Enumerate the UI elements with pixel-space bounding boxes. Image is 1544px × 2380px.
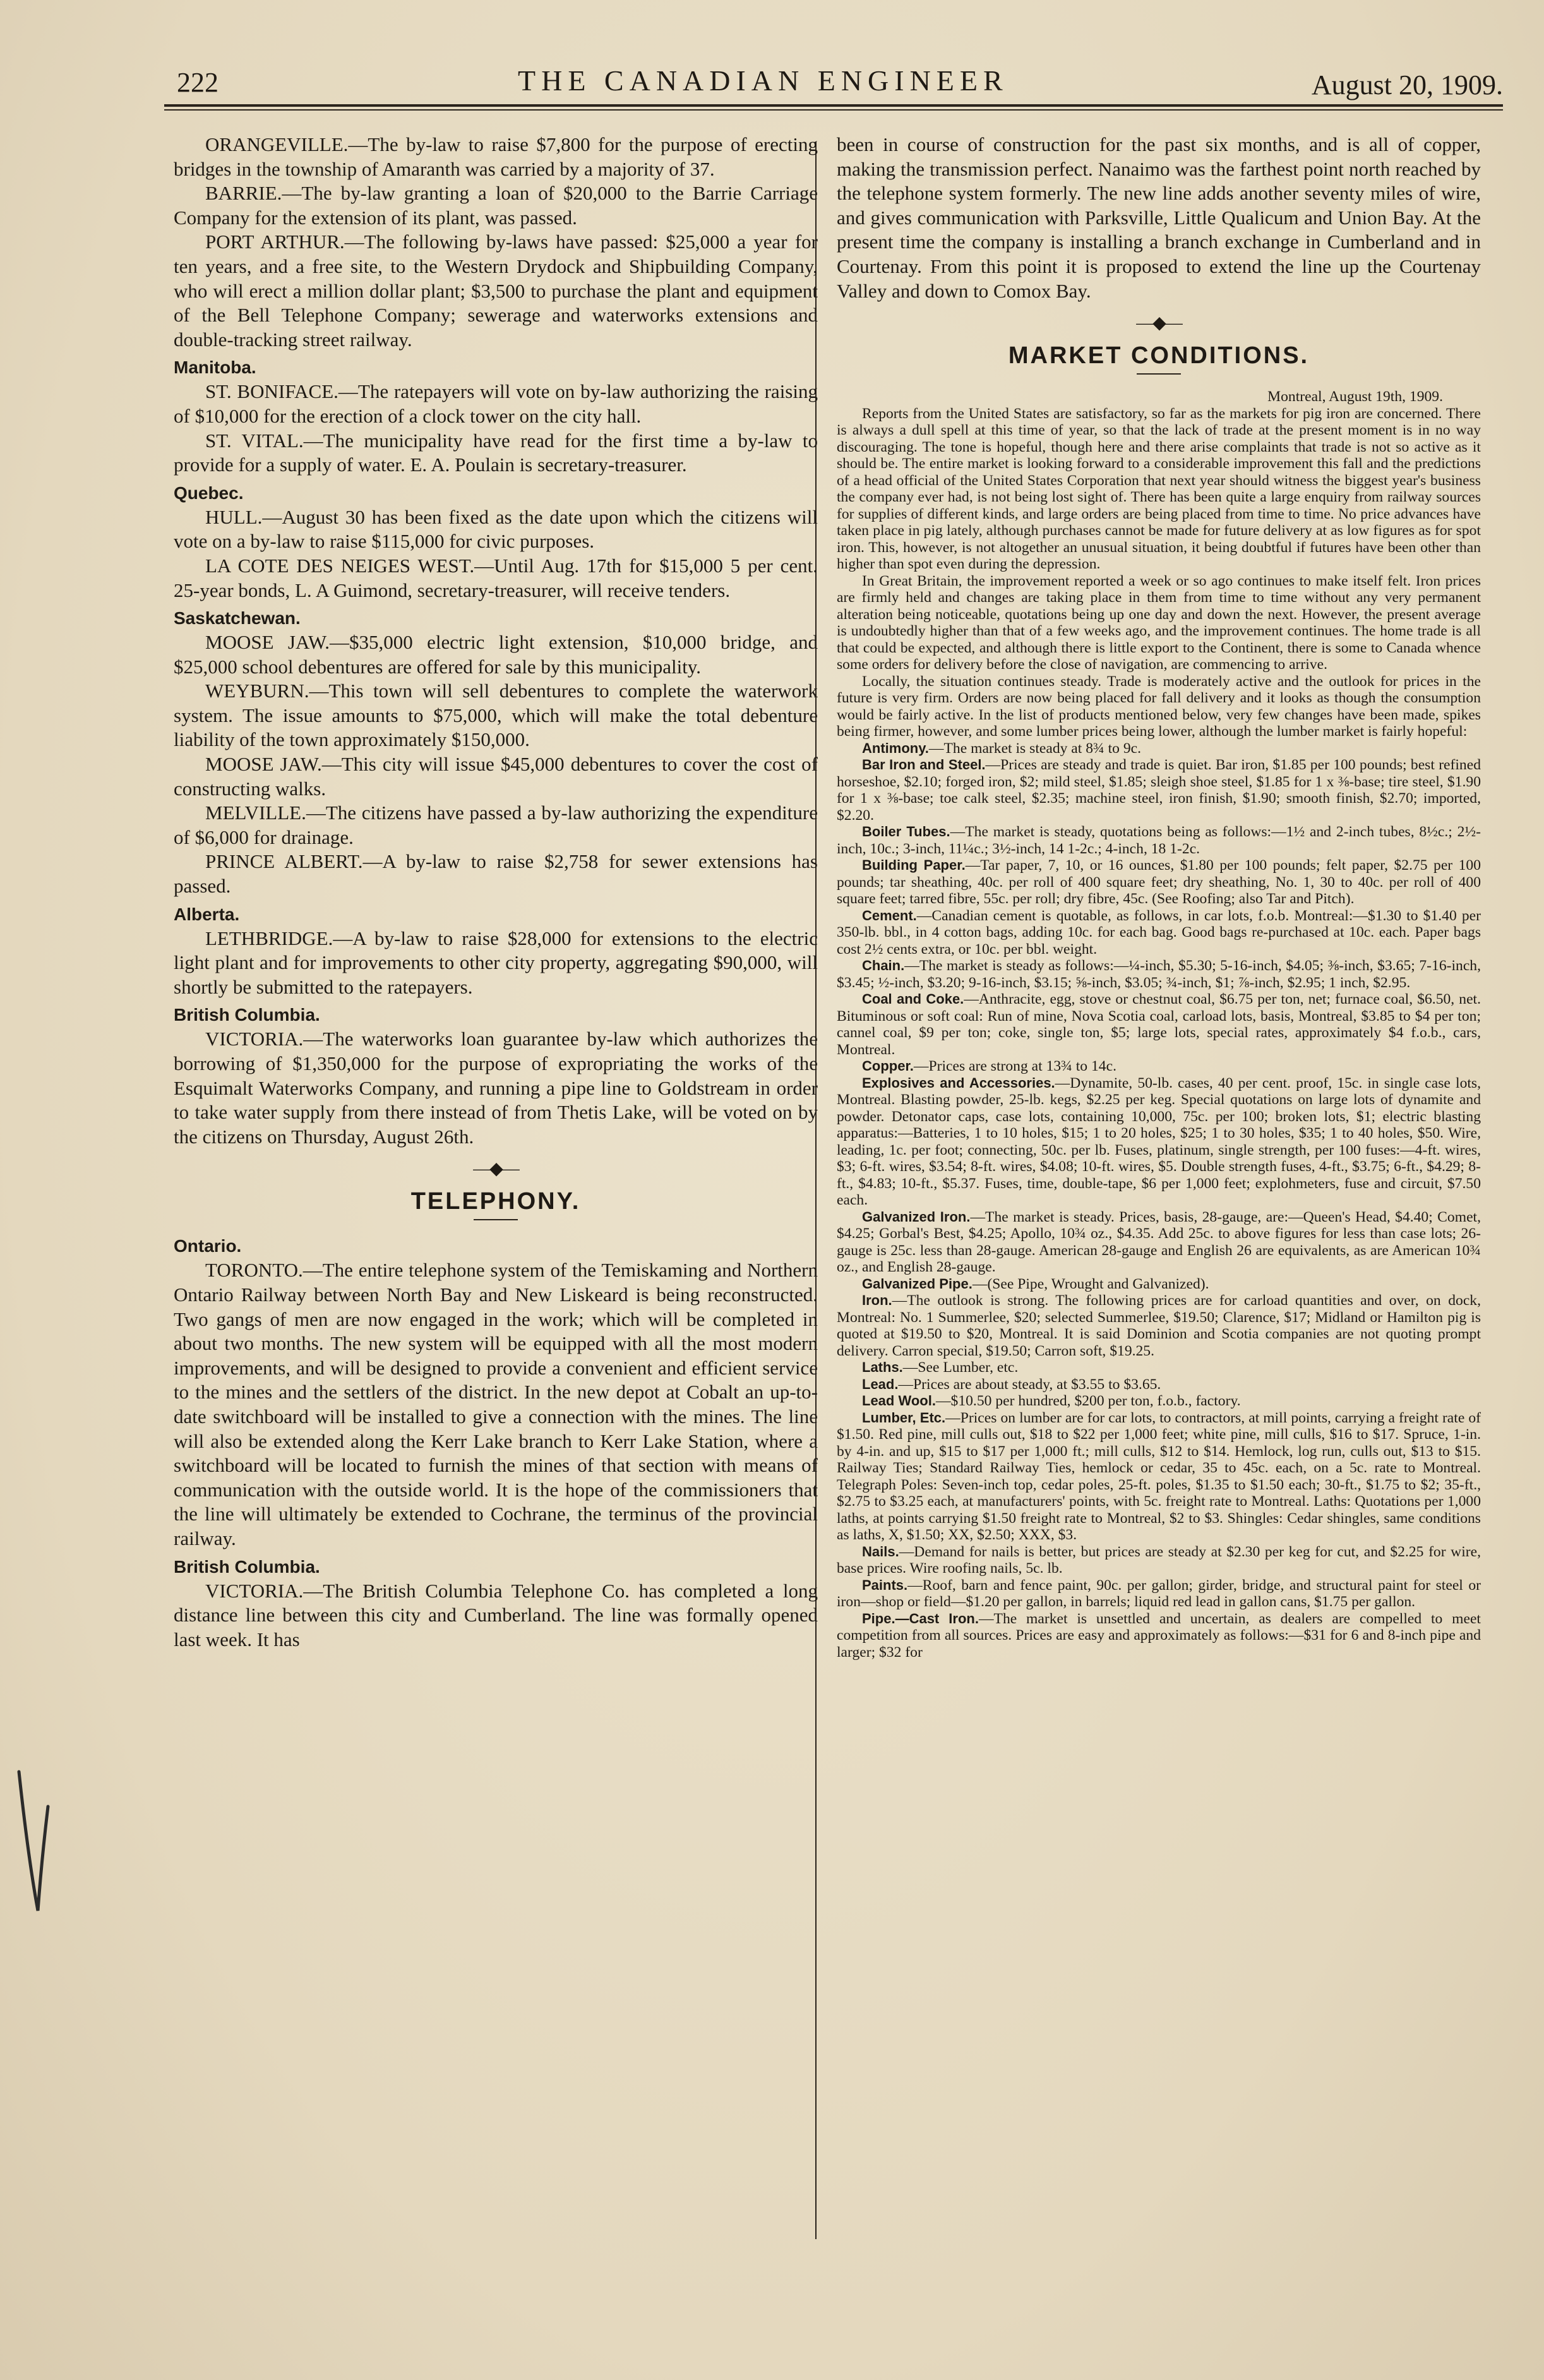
article-paragraph: ST. VITAL.—The municipality have read for the first time a by-law to provide for a supply of water. E. A. Poulain is secretary-treasurer. bbox=[174, 429, 818, 476]
title-rule bbox=[1137, 373, 1181, 375]
market-item-text: —The market is steady. Prices, basis, 28-gauge, are:—Queen's Head, $4.40; Comet, $4.25; Gorbal's Best, $4.25; Apollo, 10¾ oz., $4.35. Add 25c. to above figures for less than case lots; 26-gauge is 25c. less than 28-gauge. American 28-gauge and English 26 are equivalents, as are American 10¾ oz., and English 28-gauge. bbox=[837, 1208, 1481, 1276]
market-item bbox=[837, 824, 1481, 857]
right-column bbox=[837, 133, 1481, 1661]
market-item bbox=[837, 1276, 1481, 1293]
market-paragraph: In Great Britain, the improvement reported a week or so ago continues to make itself felt. Iron prices are firmly held and changes are taking place in them from time to time without any very permanent alteration being noticeable, quotations being up one day and down the next. However, the present average is undoubtedly higher than that of a few weeks ago, and the improvement continues. The home trade is all that could be expected, and although there is little export to the Continent, there is some to Canada whence some orders for delivery before the close of navigation, are commencing to arrive. bbox=[837, 572, 1481, 673]
market-item-text: —(See Pipe, Wrought and Galvanized). bbox=[972, 1275, 1209, 1292]
market-item bbox=[837, 757, 1481, 824]
pencil-check-mark bbox=[13, 1769, 51, 1914]
article-paragraph: MELVILLE.—The citizens have passed a by-law authorizing the expenditure of $6,000 for drainage. bbox=[174, 802, 818, 848]
market-item-text: —The outlook is strong. The following prices are for carload quantities and over, on dock, Montreal: No. 1 Summerlee, $20; selected Summerlee, $19.50; Clarence, $17; Midland or Hamilton pig is quoted at $19.50 to $20, Montreal. It is said Dominion and Scotia companies are not quoting prompt delivery. Carron special, $19.50; Carron soft, $19.25. bbox=[837, 1292, 1481, 1359]
article-paragraph: BARRIE.—The by-law granting a loan of $20,000 to the Barrie Carriage Company for the extension of its plant, was passed. bbox=[174, 182, 818, 229]
market-item-text: —Canadian cement is quotable, as follows, in car lots, f.o.b. Montreal:—$1.30 to $1.40 per 350-lb. bbl., in 4 cotton bags, adding 10c. for each bag. Good bags re-purchased at 10c. each. Paper bags cost 2½ cents extra, or 10c. per bbl. weight. bbox=[837, 907, 1481, 958]
market-item-name: Copper. bbox=[862, 1058, 914, 1074]
market-paragraph: Locally, the situation continues steady. Trade is moderately active and the outlook for prices in the future is very firm. Orders are now being placed for fall delivery and it looks as though the consumption would be fairly active. In the list of products mentioned below, very few changes have been made, spikes being firmer, however, and some lumber prices being lower, although the lumber market is fairly hopeful: bbox=[837, 673, 1481, 740]
market-item bbox=[837, 1359, 1481, 1376]
market-item-name: Paints. bbox=[862, 1577, 908, 1593]
market-item-name: Pipe.—Cast Iron. bbox=[862, 1610, 979, 1626]
market-item bbox=[837, 1292, 1481, 1359]
article-paragraph: LA COTE DES NEIGES WEST.—Until Aug. 17th for $15,000 5 per cent. 25-year bonds, L. A Guimond, secretary-treasurer, will receive tenders. bbox=[174, 554, 818, 601]
market-item bbox=[837, 1577, 1481, 1611]
issue-date: August 20, 1909. bbox=[1311, 69, 1503, 100]
market-item-name: Antimony. bbox=[862, 740, 929, 756]
province-heading: Saskatchewan. bbox=[174, 608, 301, 628]
market-item-text: —Dynamite, 50-lb. cases, 40 per cent. proof, 15c. in single case lots, Montreal. Blasting powder, 25-lb. kegs, $2.25 per keg. Special quotations on large lots of dynamite and powder. Detonator caps, case lots, containing 10,000, 75c. per 100; broken lots, $1; electric blasting apparatus:—Batteries, 1 to 10 holes, $15; 1 to 20 holes, $25; 1 to 30 holes, $35; 1 to 40 holes, $50. Wire, leading, 1c. per foot; connecting, 50c. per lb. Fuses, platinum, single strength, per 100 fuses:—4-ft. wires, $3; 6-ft. wires, $3.54; 8-ft. wires, $4.08; 10-ft. wires, $5. Double strength fuses, 4-ft., $3.75; 6-ft., $4.29; 8-ft., $4.83; 10-ft., $5.37. Fuses, time, double-tape, $6 per 1,000 feet; explohmeters, fuse and circuit, $7.50 each. bbox=[837, 1074, 1481, 1209]
market-item-text: —Prices are about steady, at $3.55 to $3.65. bbox=[898, 1376, 1161, 1393]
market-item-name: Coal and Coke. bbox=[862, 991, 964, 1007]
publication-title: THE CANADIAN ENGINEER bbox=[518, 64, 1008, 97]
market-item bbox=[837, 1075, 1481, 1209]
header-rule-thin bbox=[164, 109, 1503, 111]
dateline: Montreal, August 19th, 1909. bbox=[1267, 388, 1443, 406]
section-ornament: —◆— bbox=[473, 1159, 518, 1179]
province-heading: British Columbia. bbox=[174, 1556, 320, 1577]
market-item-text: —Prices are strong at 13¾ to 14c. bbox=[913, 1058, 1116, 1075]
page-header bbox=[164, 60, 1503, 104]
market-item bbox=[837, 1410, 1481, 1544]
article-paragraph: been in course of construction for the past six months, and is all of copper, making the transmission perfect. Nanaimo was the farthest point north reached by the telephone system formerly. The new line adds another seventy miles of wire, and gives communication with Parksville, Little Qualicum and Union Bay. At the present time the company is installing a branch exchange in Cumberland and in Courtenay. From this point it is proposed to extend the line up the Courtenay Valley and down to Comox Bay. bbox=[837, 133, 1481, 302]
market-item-text: —$10.50 per hundred, $200 per ton, f.o.b., factory. bbox=[935, 1393, 1241, 1410]
market-item-name: Lead. bbox=[862, 1376, 899, 1392]
market-item-text: —The market is steady at 8¾ to 9c. bbox=[928, 740, 1142, 757]
section-ornament: —◆— bbox=[1136, 313, 1182, 334]
article-paragraph: MOOSE JAW.—This city will issue $45,000 debentures to cover the cost of constructing walks. bbox=[174, 753, 818, 800]
market-item bbox=[837, 1058, 1481, 1075]
market-item-name: Building Paper. bbox=[862, 857, 966, 874]
market-item-text: —Anthracite, egg, stove or chestnut coal, $6.75 per ton, net; furnace coal, $6.50, net. Bituminous or soft coal: Run of mine, Nova Scotia coal, carload lots, basis, Montreal, $3.85 to $4 per ton; cannel coal, $9 per ton; coke, single ton, $5; large lots, special rates, approximately $4 f.o.b., cars, Montreal. bbox=[837, 991, 1481, 1058]
market-item-text: —Demand for nails is better, but prices are steady at $2.30 per keg for cut, and $2.25 for wire, base prices. Wire roofing nails, 5c. lb. bbox=[837, 1543, 1481, 1577]
market-item-name: Iron. bbox=[862, 1292, 892, 1309]
article-paragraph: ST. BONIFACE.—The ratepayers will vote on by-law authorizing the raising of $10,000 for the erection of a clock tower on the city hall. bbox=[174, 380, 818, 427]
market-item-name: Nails. bbox=[862, 1543, 899, 1560]
section-title-market: MARKET CONDITIONS. bbox=[1008, 342, 1310, 370]
article-paragraph: HULL.—August 30 has been fixed as the date upon which the citizens will vote on a by-law to raise $115,000 for civic purposes. bbox=[174, 505, 818, 553]
market-item-name: Lumber, Etc. bbox=[862, 1409, 946, 1426]
article-paragraph: VICTORIA.—The British Columbia Telephone Co. has completed a long distance line between this city and Cumberland. The line was formally opened last week. It has bbox=[174, 1579, 818, 1650]
market-item bbox=[837, 991, 1481, 1058]
market-price-list bbox=[837, 740, 1481, 1661]
market-item bbox=[837, 958, 1481, 991]
article-paragraph: MOOSE JAW.—$35,000 electric light extension, $10,000 bridge, and $25,000 school debentures are offered for sale by this municipality. bbox=[174, 631, 818, 678]
article-paragraph: VICTORIA.—The waterworks loan guarantee by-law which authorizes the borrowing of $1,350,000 for the purpose of expropriating the works of the Esquimalt Waterworks Company, and running a pipe line to Goldstream in order to take water supply from there instead of from Thetis Lake, will be voted on by the citizens on Thursday, August 26th. bbox=[174, 1028, 818, 1148]
market-item-text: —See Lumber, etc. bbox=[902, 1359, 1019, 1376]
province-heading: Ontario. bbox=[174, 1236, 242, 1256]
market-item-text: —Tar paper, 7, 10, or 16 ounces, $1.80 per 100 pounds; felt paper, $2.75 per 100 pounds; tar sheathing, 40c. per roll of 400 square feet; dry sheathing, No. 1, 30 to 40c. per roll of 400 square feet; tarred fibre, 55c. per roll; dry fibre, 45c. (See Roofing; also Tar and Pitch). bbox=[837, 857, 1481, 908]
left-column bbox=[174, 133, 818, 1652]
market-item-name: Cement. bbox=[862, 907, 917, 923]
province-heading: Manitoba. bbox=[174, 358, 256, 378]
article-paragraph: PORT ARTHUR.—The following by-laws have passed: $25,000 a year for ten years, and a free site, to the Western Drydock and Shipbuilding Company, who will erect a million dollar plant; $3,500 to purchase the plant and equipment of the Bell Telephone Company; sewerage and waterworks extensions and double-tracking street railway. bbox=[174, 231, 818, 351]
market-item bbox=[837, 1611, 1481, 1661]
market-item-name: Laths. bbox=[862, 1359, 903, 1376]
market-item-text: —The market is unsettled and uncertain, as dealers are compelled to meet competition from all sources. Prices are easy and approximately as follows:—$31 for 6 and 8-inch pipe and larger; $32 for bbox=[837, 1610, 1481, 1661]
market-item-name: Boiler Tubes. bbox=[862, 824, 950, 840]
article-paragraph: LETHBRIDGE.—A by-law to raise $28,000 for extensions to the electric light plant and for improvements to other city property, aggregating $90,000, will shortly be submitted to the ratepayers. bbox=[174, 927, 818, 998]
article-paragraph: ORANGEVILLE.—The by-law to raise $7,800 for the purpose of erecting bridges in the township of Amaranth was carried by a majority of 37. bbox=[174, 133, 818, 180]
article-paragraph: WEYBURN.—This town will sell debentures to complete the waterwork system. The issue amounts to $75,000, which will make the total debenture liability of the town approximately $150,000. bbox=[174, 680, 818, 751]
market-item-text: —Prices are steady and trade is quiet. Bar iron, $1.85 per 100 pounds; best refined horseshoe, $2.10; forged iron, $2; mild steel, $1.85; sleigh shoe steel, $1.85 for 1 x ⅜-base; tire steel, $1.90 for 1 x ⅜-base; toe calk steel, $2.35; machine steel, iron finish, $1.90; smooth finish, $2.70; imported, $2.20. bbox=[837, 757, 1481, 824]
market-item bbox=[837, 740, 1481, 757]
article-paragraph: TORONTO.—The entire telephone system of the Temiskaming and Northern Ontario Railway between North Bay and New Liskeard is being reconstructed. Two gangs of men are now engaged in the work; which will be completed in about two months. The new system will be equipped with all the most modern improvements, and will be designed to provide a convenient and efficient service to the mines and the settlers of the district. In the new depot at Cobalt an up-to-date switchboard will be installed to give a connection with the mines. The line will also be extended along the Kerr Lake branch to Kerr Lake Station, where a switchboard will be located to furnish the mines of that section with means of communication with the outside world. It is the hope of the commissioners that the line will ultimately be extended to Cochrane, the terminus of the provincial railway. bbox=[174, 1259, 818, 1549]
market-item-name: Galvanized Pipe. bbox=[862, 1275, 972, 1292]
market-item-text: —The market is steady as follows:—¼-inch, $5.30; 5-16-inch, $4.05; ⅜-inch, $3.65; 7-16-inch, $3.45; ½-inch, $3.20; 9-16-inch, $3.15; ⅝-inch, $3.05; ¾-inch, $1; ⅞-inch, $2.95; 1 inch, $2.95. bbox=[837, 958, 1481, 991]
title-rule bbox=[474, 1219, 518, 1220]
market-item bbox=[837, 1393, 1481, 1410]
market-item-name: Bar Iron and Steel. bbox=[862, 757, 986, 773]
market-item bbox=[837, 908, 1481, 958]
market-item bbox=[837, 1544, 1481, 1577]
province-heading: Quebec. bbox=[174, 483, 244, 503]
market-item bbox=[837, 1209, 1481, 1276]
market-item-text: —Roof, barn and fence paint, 90c. per gallon; girder, bridge, and structural paint for steel or iron—shop or field—$1.20 per gallon, in barrels; liquid red lead in gallon cans, $1.75 per gallon. bbox=[837, 1577, 1481, 1611]
province-heading: Alberta. bbox=[174, 904, 240, 924]
market-item-name: Explosives and Accessories. bbox=[862, 1074, 1055, 1091]
province-heading: British Columbia. bbox=[174, 1005, 320, 1025]
header-rule bbox=[164, 104, 1503, 107]
article-paragraph: PRINCE ALBERT.—A by-law to raise $2,758 for sewer extensions has passed. bbox=[174, 850, 818, 898]
market-item bbox=[837, 857, 1481, 908]
market-item-text: —Prices on lumber are for car lots, to contractors, at mill points, carrying a freight rate of $1.50. Red pine, mill culls out, $18 to $22 per 1,000 feet; white pine, mill culls, $16 to $17. Spruce, 1-in. by 4-in. and up, $15 to $17 per 1,000 ft.; mill culls, $12 to $14. Hemlock, log run, culls out, $13 to $15. Railway Ties; Standard Railway Ties, hemlock or cedar, 35 to 45c. each, on a 5c. rate to Montreal. Telegraph Poles: Seven-inch top, cedar poles, 25-ft. poles, $1.35 to $1.50 each; 30-ft., $1.75 to $2; 35-ft., $2.75 to $3.25 each, at manufacturers' points, with 5c. freight rate to Montreal. Laths: Quotations per 1,000 laths, at points carrying $1.50 freight rate to Montreal, $2 to $3. Shingles: Cedar shingles, same conditions as laths, X, $1.50; XX, $2.50; XXX, $3. bbox=[837, 1409, 1481, 1544]
page-number: 222 bbox=[177, 67, 218, 98]
market-item-name: Chain. bbox=[862, 958, 905, 974]
market-item-text: —The market is steady, quotations being as follows:—1½ and 2-inch tubes, 8½c.; 2½-inch, 10c.; 3-inch, 11¼c.; 3½-inch, 14 1-2c.; 4-inch, 18 1-2c. bbox=[837, 824, 1481, 857]
section-title-telephony: TELEPHONY. bbox=[410, 1188, 581, 1215]
market-item-name: Galvanized Iron. bbox=[862, 1208, 971, 1225]
market-item-name: Lead Wool. bbox=[862, 1393, 936, 1409]
market-paragraph: Reports from the United States are satisfactory, so far as the markets for pig iron are concerned. There is always a dull spell at this time of year, so that the lack of trade at the present moment is in no way discouraging. The tone is hopeful, though here and there arise complaints that trade is not so active as it should be. The entire market is looking forward to a considerable improvement this fall and the predictions of a head official of the United States Corporation that next year should witness the biggest year's business the company ever had, is not being lost sight of. There has been quite a large enquiry from railway sources for supplies of different kinds, and large orders are being placed from time to time. No price advances have taken place in pig lately, although purchases cannot be made for future delivery at as low figures as for spot iron. This, however, is not altogether an unusual situation, it being doubtful if futures have been other than higher than spot even during the depression. bbox=[837, 405, 1481, 573]
market-item bbox=[837, 1376, 1481, 1393]
